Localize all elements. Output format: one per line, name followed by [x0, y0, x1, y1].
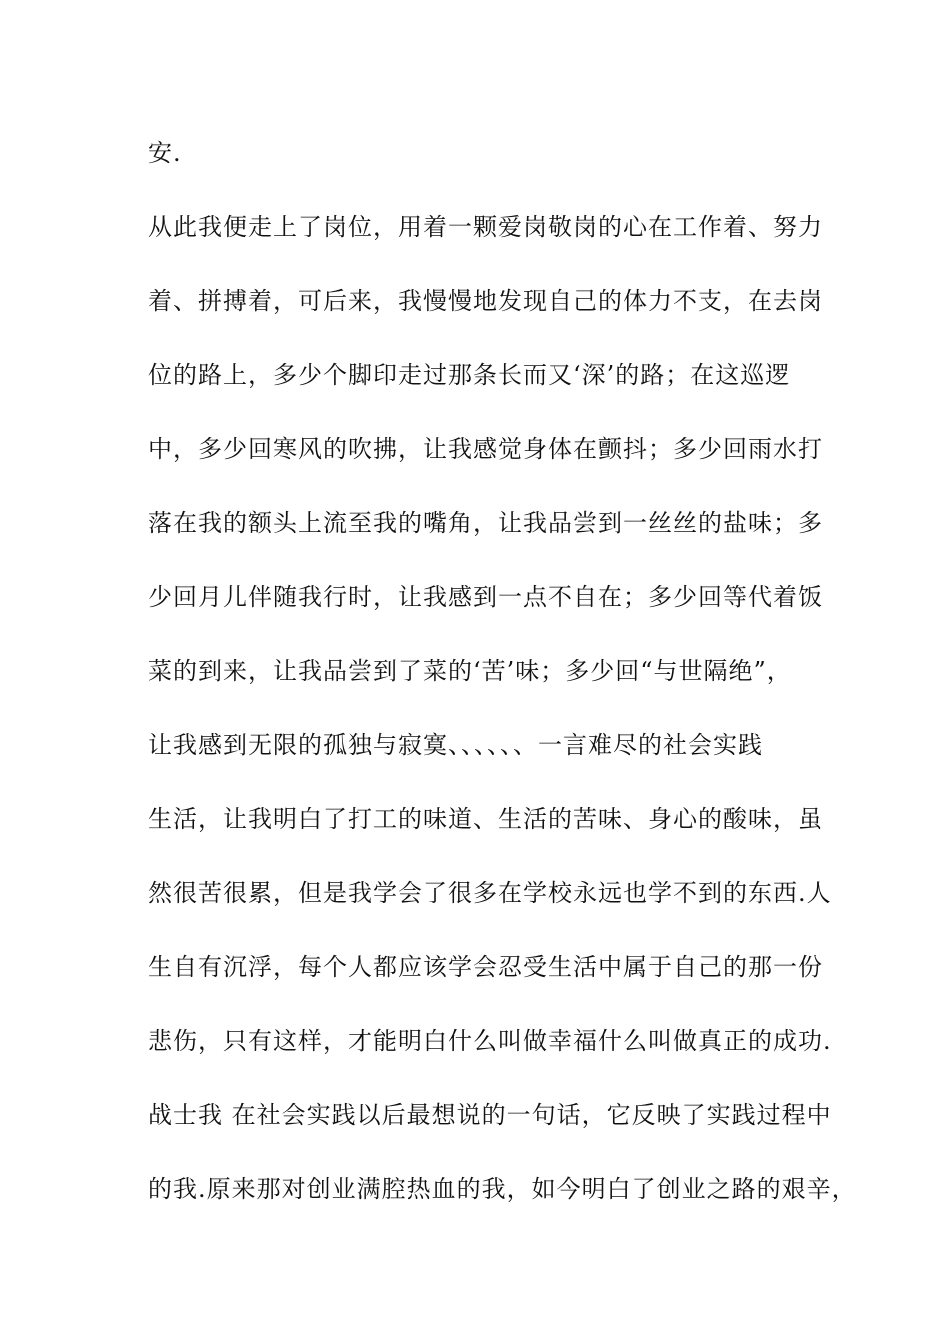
text-line: 从此我便走上了岗位，用着一颗爱岗敬岗的心在工作着、努力 [148, 213, 823, 241]
text-line: 中，多少回寒风的吹拂，让我感觉身体在颤抖；多少回雨水打 [148, 435, 823, 463]
text-line: 安. [148, 139, 182, 167]
text-line: 然很苦很累，但是我学会了很多在学校永远也学不到的东西.人 [148, 879, 832, 907]
text-line: 的我.原来那对创业满腔热血的我，如今明白了创业之路的艰辛， [148, 1175, 857, 1203]
text-line: 悲伤，只有这样，才能明白什么叫做幸福什么叫做真正的成功. [148, 1027, 832, 1055]
text-line: 战士我 在社会实践以后最想说的一句话，它反映了实践过程中 [148, 1101, 832, 1129]
text-line: 生活，让我明白了打工的味道、生活的苦味、身心的酸味，虽 [148, 805, 823, 833]
text-line: 生自有沉浮，每个人都应该学会忍受生活中属于自己的那一份 [148, 953, 823, 981]
text-line: 让我感到无限的孤独与寂寞、、、、、、一言难尽的社会实践 [148, 731, 763, 759]
text-line: 落在我的额头上流至我的嘴角，让我品尝到一丝丝的盐味；多 [148, 509, 823, 537]
text-line: 菜的到来，让我品尝到了菜的‘苦’味；多少回“与世隔绝”， [148, 657, 792, 685]
text-line: 位的路上，多少个脚印走过那条长而又‘深’的路；在这巡逻 [148, 361, 791, 389]
text-line: 着、拼搏着，可后来，我慢慢地发现自己的体力不支，在去岗 [148, 287, 823, 315]
text-line: 少回月儿伴随我行时，让我感到一点不自在；多少回等代着饭 [148, 583, 823, 611]
